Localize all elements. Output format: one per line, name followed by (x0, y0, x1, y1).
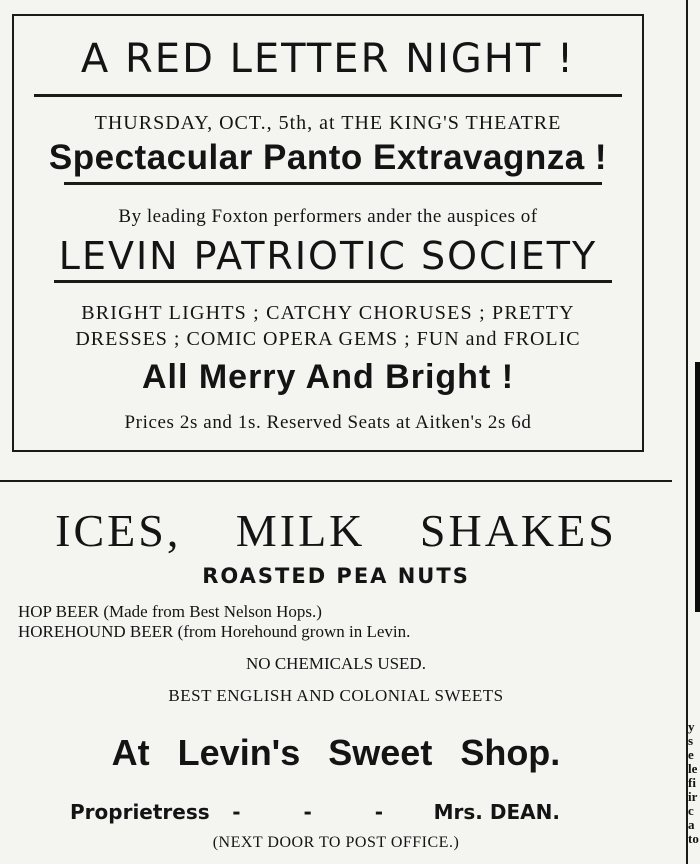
divider-rule (64, 182, 602, 185)
divider-rule (34, 94, 622, 97)
margin-fragment: to (688, 832, 699, 846)
margin-fragment: s (688, 734, 694, 748)
margin-fragment: fi (688, 776, 696, 790)
location-line: (NEXT DOOR TO POST OFFICE.) (212, 834, 460, 851)
theatre-advertisement (12, 14, 644, 452)
horehound-beer-line: HOREHOUND BEER (from Horehound grown in Levin. (18, 622, 411, 641)
proprietress-name: Mrs. DEAN. (433, 800, 560, 824)
ad-headline: ICES, MILK SHAKES (55, 505, 617, 556)
hop-beer-line: HOP BEER (Made from Best Nelson Hops.) (18, 602, 322, 621)
leader-dashes: - - - (232, 800, 412, 824)
shop-name: At Levin's Sweet Shop. (111, 732, 561, 773)
society-name: LEVIN PATRIOTIC SOCIETY (58, 234, 598, 278)
margin-fragment: le (688, 762, 698, 776)
sweet-shop-advertisement (0, 482, 672, 864)
margin-fragment: a (688, 818, 695, 832)
show-title: Spectacular Panto Extravagnza ! (48, 138, 608, 177)
slogan: All Merry And Bright ! (141, 358, 515, 396)
proprietress-line (70, 800, 560, 824)
ad-subhead: ROASTED PEA NUTS (202, 564, 470, 588)
no-chemicals-line: NO CHEMICALS USED. (246, 654, 426, 673)
proprietress-label: Proprietress (70, 800, 210, 824)
divider-rule (54, 280, 612, 283)
features-line-2: DRESSES ; COMIC OPERA GEMS ; FUN and FROLIC (75, 328, 581, 350)
ad-headline: A RED LETTER NIGHT ! (80, 36, 576, 82)
margin-fragment: ir (688, 790, 698, 804)
adjacent-column-text (688, 0, 700, 864)
prices-line: Prices 2s and 1s. Reserved Seats at Aitken's 2s 6d (124, 412, 532, 433)
margin-fragment: y (688, 720, 695, 734)
margin-fragment: c (688, 804, 694, 818)
performers-line: By leading Foxton performers ander the auspices of (118, 206, 538, 227)
sweets-line: BEST ENGLISH AND COLONIAL SWEETS (168, 686, 504, 705)
date-venue-line: THURSDAY, OCT., 5th, at THE KING'S THEATRE (94, 112, 562, 134)
features-line-1: BRIGHT LIGHTS ; CATCHY CHORUSES ; PRETTY (81, 302, 575, 324)
margin-fragment: e (688, 748, 694, 762)
